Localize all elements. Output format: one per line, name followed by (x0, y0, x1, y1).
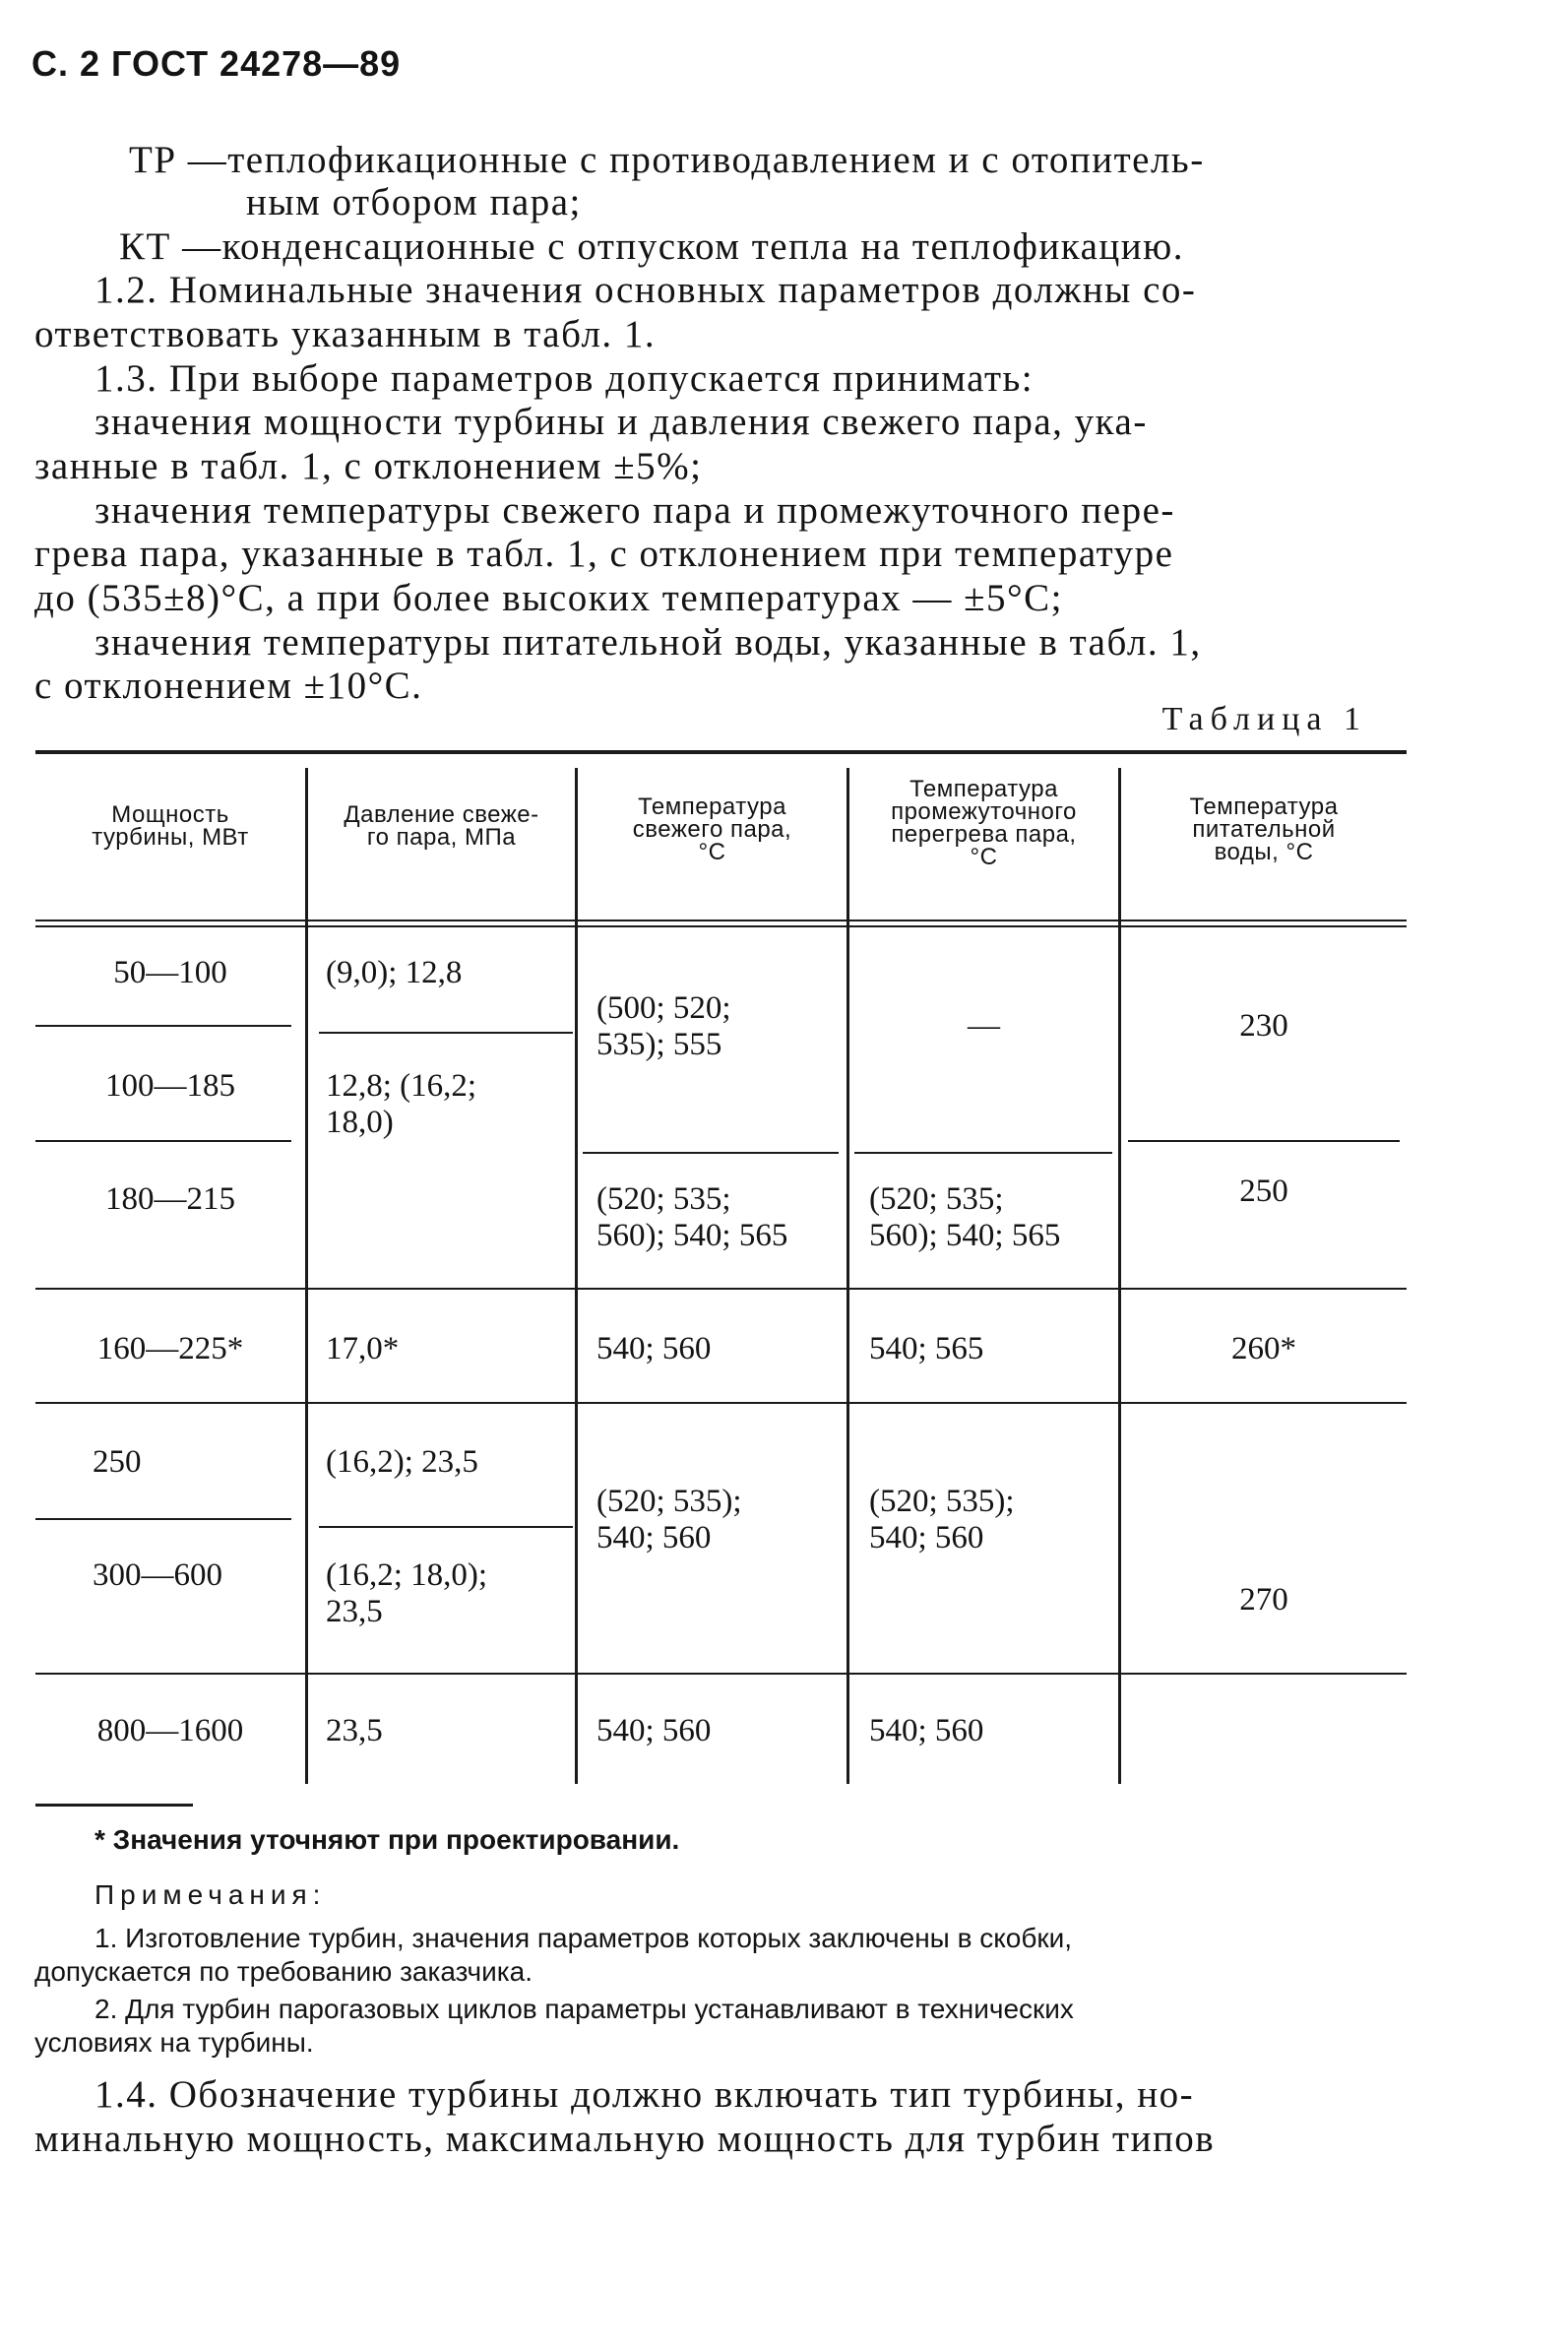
header-pressure-line: Давление свеже- (344, 801, 539, 828)
reheat-temp-cell: (520; 535; (869, 1181, 1004, 1217)
tp-definition-line1: ТР —теплофикационные с противодавлением и с отопитель- (129, 139, 1205, 181)
cell-rule (319, 1526, 573, 1528)
fresh-temp-cell: (500; 520; (596, 990, 731, 1026)
clause-1-3-line4: значения температуры свежего пара и промежуточного пере- (94, 489, 1175, 532)
header-feed-temp (1121, 795, 1407, 863)
header-feed-temp-line: питательной (1192, 816, 1336, 843)
table-top-rule (35, 750, 1407, 754)
pressure-cell: 23,5 (326, 1594, 383, 1629)
row-rule (35, 1288, 1407, 1290)
reheat-temp-cell: 560); 540; 565 (869, 1218, 1061, 1253)
header-reheat-temp (849, 778, 1118, 868)
reheat-temp-cell: (520; 535); (869, 1484, 1015, 1519)
header-pressure (308, 803, 575, 849)
note-1-line1: 1. Изготовление турбин, значения параметров которых заключены в скобки, (94, 1923, 1073, 1953)
row-rule (35, 1402, 1407, 1404)
notes-title: Примечания: (94, 1879, 327, 1910)
header-feed-temp-line: воды, °С (1214, 839, 1314, 865)
clause-1-2-line2: ответствовать указанным в табл. 1. (34, 313, 657, 355)
reheat-temp-cell: 540; 560 (869, 1520, 984, 1555)
power-cell: 160—225* (96, 1331, 244, 1366)
pressure-cell: 23,5 (326, 1713, 383, 1748)
reheat-temp-cell: 540; 560 (869, 1713, 984, 1748)
feed-temp-cell: 260* (1231, 1331, 1296, 1366)
header-fresh-temp-line: Температура (638, 794, 786, 820)
fresh-temp-cell: 540; 560 (596, 1713, 712, 1748)
clause-1-4-line2: минальную мощность, максимальную мощность для турбин типов (34, 2118, 1216, 2160)
note-2-line2: условиях на турбины. (34, 2027, 314, 2058)
column-divider (305, 768, 308, 1784)
pressure-cell: (16,2; 18,0); (326, 1557, 488, 1593)
cell-rule (854, 1152, 1112, 1154)
row-rule (35, 1518, 291, 1520)
note-2-line1: 2. Для турбин парогазовых циклов параметры устанавливают в технических (94, 1994, 1074, 2024)
header-power-line: турбины, МВт (92, 824, 249, 851)
header-power (35, 803, 305, 849)
column-divider (1118, 768, 1121, 1784)
feed-temp-cell: 230 (1239, 1008, 1288, 1044)
clause-1-3-line2: значения мощности турбины и давления свежего пара, ука- (94, 401, 1148, 443)
header-fresh-temp (578, 795, 847, 863)
header-reheat-temp-line: промежуточного (891, 798, 1077, 825)
clause-1-3-line3: занные в табл. 1, с отклонением ±5%; (34, 445, 703, 487)
clause-1-3-line1: 1.3. При выборе параметров допускается принимать: (94, 357, 1035, 400)
fresh-temp-cell: 535); 555 (596, 1027, 722, 1062)
clause-1-3-line5: грева пара, указанные в табл. 1, с отклонением при температуре (34, 533, 1174, 575)
cell-rule (1128, 1140, 1400, 1142)
header-reheat-temp-line: Температура (909, 776, 1058, 802)
power-cell: 250 (93, 1444, 142, 1480)
reheat-temp-cell: 540; 565 (869, 1331, 984, 1366)
footnote-rule (35, 1804, 193, 1807)
power-cell: 100—185 (105, 1068, 235, 1104)
clause-1-4-line1: 1.4. Обозначение турбины должно включать тип турбины, но- (94, 2073, 1195, 2116)
pressure-cell: 17,0* (326, 1331, 400, 1366)
page-header: С. 2 ГОСТ 24278—89 (31, 43, 402, 84)
table-caption: Таблица 1 (1161, 701, 1367, 737)
row-rule (35, 1025, 291, 1027)
header-power-line: Мощность (111, 801, 229, 828)
power-cell: 300—600 (93, 1557, 222, 1593)
fresh-temp-cell: 540; 560 (596, 1331, 712, 1366)
clause-1-2-line1: 1.2. Номинальные значения основных параметров должны со- (94, 269, 1197, 311)
footnote: * Значения уточняют при проектировании. (94, 1824, 680, 1855)
feed-temp-cell: 250 (1239, 1174, 1288, 1209)
fresh-temp-cell: (520; 535; (596, 1181, 731, 1217)
header-rule-upper (35, 920, 1407, 921)
header-fresh-temp-line: °С (698, 839, 726, 865)
fresh-temp-cell: 560); 540; 565 (596, 1218, 788, 1253)
header-rule-lower (35, 925, 1407, 927)
row-rule (35, 1673, 1407, 1675)
power-cell: 180—215 (105, 1181, 235, 1217)
column-divider (575, 768, 578, 1784)
row-rule (35, 1140, 291, 1142)
note-1-line2: допускается по требованию заказчика. (34, 1956, 533, 1987)
pressure-cell: (9,0); 12,8 (326, 955, 463, 990)
header-pressure-line: го пара, МПа (366, 824, 517, 851)
fresh-temp-cell: (520; 535); (596, 1484, 742, 1519)
clause-1-3-line6: до (535±8)°С, а при более высоких температурах — ±5°С; (34, 577, 1063, 619)
power-cell: 50—100 (113, 955, 227, 990)
power-cell: 800—1600 (96, 1713, 244, 1748)
header-reheat-temp-line: °С (970, 844, 998, 870)
pressure-cell: 18,0) (326, 1105, 394, 1140)
tp-definition-line2: ным отбором пара; (246, 181, 582, 223)
column-divider (847, 768, 849, 1784)
pressure-cell: 12,8; (16,2; (326, 1068, 477, 1104)
header-fresh-temp-line: свежего пара, (632, 816, 792, 843)
parameters-table (35, 750, 1407, 1784)
fresh-temp-cell: 540; 560 (596, 1520, 712, 1555)
clause-1-3-line8: с отклонением ±10°С. (34, 665, 423, 707)
header-reheat-temp-line: перегрева пара, (891, 821, 1077, 848)
cell-rule (319, 1032, 573, 1034)
reheat-temp-cell: — (968, 1008, 1000, 1044)
feed-temp-cell: 270 (1239, 1582, 1288, 1618)
kt-definition: КТ —конденсационные с отпуском тепла на теплофикацию. (119, 225, 1185, 268)
header-feed-temp-line: Температура (1189, 794, 1339, 820)
clause-1-3-line7: значения температуры питательной воды, указанные в табл. 1, (94, 621, 1202, 664)
cell-rule (583, 1152, 839, 1154)
pressure-cell: (16,2); 23,5 (326, 1444, 478, 1480)
